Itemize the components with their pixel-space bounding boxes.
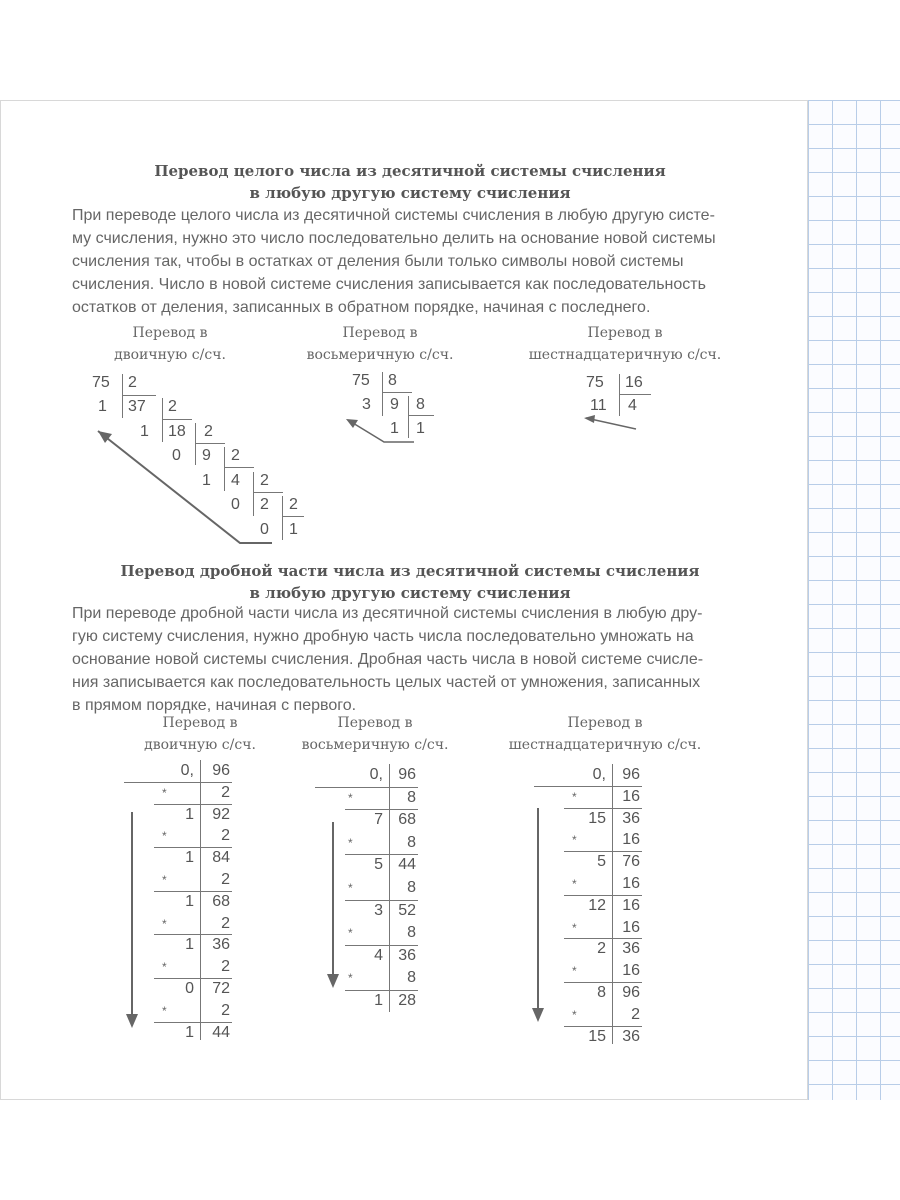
multiplier: 16 <box>622 787 640 805</box>
integer-part: 0 <box>185 980 194 997</box>
division-divisor: 2 <box>128 374 137 391</box>
table-divider <box>200 760 201 1040</box>
multiply-sign: * <box>162 1003 167 1018</box>
multiply-sign: * <box>162 960 167 975</box>
integer-part: 0, <box>369 766 383 783</box>
table-rule <box>564 851 642 852</box>
fraction-part: 28 <box>398 992 416 1009</box>
paragraph-line: остатков от деления, записанных в обратном порядке, начиная с последнего. <box>72 299 651 316</box>
division-divisor: 2 <box>204 423 213 440</box>
division-remainder: 11 <box>590 397 607 414</box>
caption-line: Перевод в <box>587 325 663 341</box>
multiply-sign: * <box>572 1007 577 1022</box>
caption-line: двоичную с/сч. <box>114 347 226 363</box>
table-rule <box>154 891 232 892</box>
table-rule <box>345 809 418 810</box>
integer-part: 1 <box>185 805 194 823</box>
multiply-sign: * <box>348 790 353 805</box>
multiply-sign: * <box>162 916 167 931</box>
division-remainder: 1 <box>289 521 298 538</box>
section2-title-line1: Перевод дробной части числа из десятичной системы счисления <box>120 562 700 580</box>
multiplier: 2 <box>221 827 230 845</box>
division-remainder: 0 <box>260 521 269 538</box>
integer-part: 5 <box>374 856 383 874</box>
integer-part: 0, <box>592 766 606 783</box>
integer-part: 8 <box>597 984 606 1001</box>
table-rule <box>564 1026 642 1027</box>
multiply-sign: * <box>572 920 577 935</box>
graph-paper-edge <box>808 100 900 1100</box>
integer-part: 4 <box>374 946 383 964</box>
fraction-part: 96 <box>622 766 640 783</box>
division-number: 9 <box>390 396 399 413</box>
table-rule <box>564 938 642 939</box>
multiplier: 2 <box>221 914 230 932</box>
fraction-part: 96 <box>212 762 230 779</box>
fraction-part: 44 <box>398 856 416 874</box>
multiplier: 8 <box>407 833 416 851</box>
caption-line: шестнадцатеричную с/сч. <box>528 347 722 363</box>
table-rule <box>345 854 418 855</box>
multiplier: 8 <box>407 969 416 987</box>
multiply-sign: * <box>162 785 167 800</box>
paragraph-line: основание новой системы счисления. Дробная часть числа в новой системе счисле- <box>72 651 704 668</box>
fraction-part: 44 <box>212 1023 230 1041</box>
caption-line: Перевод в <box>342 325 418 341</box>
multiplier: 2 <box>221 871 230 888</box>
fraction-part: 36 <box>398 946 416 964</box>
fraction-part: 92 <box>212 805 230 823</box>
multiplier: 2 <box>221 958 230 976</box>
multiplier: 16 <box>622 831 640 849</box>
table-rule <box>564 808 642 809</box>
caption-line: шестнадцатеричную с/сч. <box>508 737 702 753</box>
multiply-sign: * <box>348 971 353 986</box>
fraction-part: 68 <box>212 892 230 910</box>
paragraph-line: счисления. Число в новой системе счисления записывается как последовательность <box>72 276 706 293</box>
integer-part: 1 <box>374 992 383 1009</box>
caption-binary <box>110 712 290 756</box>
division-divisor: 2 <box>168 398 177 415</box>
division-number: 75 <box>586 374 604 391</box>
multiplier: 16 <box>622 875 640 892</box>
fraction-part: 36 <box>622 940 640 958</box>
fraction-part: 36 <box>622 809 640 827</box>
multiplier: 8 <box>407 924 416 942</box>
division-remainder: 1 <box>202 472 211 489</box>
table-rule <box>154 847 232 848</box>
division-number: 75 <box>352 372 370 389</box>
caption-line: Перевод в <box>337 715 413 731</box>
division-divisor: 2 <box>260 472 269 489</box>
table-rule <box>564 982 642 983</box>
fraction-part: 84 <box>212 849 230 867</box>
fraction-part: 36 <box>212 936 230 954</box>
table-rule <box>315 787 418 788</box>
division-divisor: 16 <box>625 374 643 391</box>
table-divider <box>389 764 390 1012</box>
caption-hex <box>510 322 740 366</box>
integer-part: 0, <box>180 762 194 779</box>
paragraph-line: ния записывается как последовательность целых частей от умножения, записанных <box>72 674 701 691</box>
multiply-sign: * <box>572 789 577 804</box>
section1-title-line2: в любую другую систему счисления <box>249 184 571 202</box>
fraction-part: 72 <box>212 980 230 997</box>
multiplier: 8 <box>407 788 416 806</box>
division-number: 4 <box>231 472 240 489</box>
caption-binary <box>80 322 260 366</box>
division-remainder: 1 <box>140 423 149 440</box>
fraction-part: 96 <box>398 766 416 783</box>
table-rule <box>154 804 232 805</box>
paragraph-line: При переводе дробной части числа из десятичной системы счисления в любую дру- <box>72 605 703 622</box>
division-remainder: 1 <box>98 398 107 415</box>
caption-line: Перевод в <box>567 715 643 731</box>
multiplier: 2 <box>221 783 230 801</box>
division-divisor: 2 <box>289 496 298 513</box>
multiply-sign: * <box>572 877 577 891</box>
caption-line: восьмеричную с/сч. <box>301 737 449 753</box>
multiply-sign: * <box>348 881 353 895</box>
table-rule <box>154 978 232 979</box>
caption-octal <box>280 712 470 756</box>
multiply-sign: * <box>162 829 167 844</box>
division-number: 37 <box>128 398 146 415</box>
multiplier: 16 <box>622 918 640 936</box>
integer-part: 5 <box>597 853 606 871</box>
paragraph-line: гую систему счисления, нужно дробную часть числа последовательно умножать на <box>72 628 694 645</box>
integer-part: 1 <box>185 849 194 867</box>
division-remainder: 4 <box>628 397 637 414</box>
table-rule <box>154 1022 232 1023</box>
table-rule <box>534 786 642 787</box>
integer-part: 1 <box>185 892 194 910</box>
section1-title <box>60 160 760 204</box>
division-number: 75 <box>92 374 110 391</box>
paragraph-line: в прямом порядке, начиная с первого. <box>72 697 357 714</box>
division-remainder: 3 <box>362 396 371 413</box>
division-divisor: 8 <box>416 396 425 413</box>
section2-title <box>60 560 760 604</box>
multiplier: 2 <box>631 1005 640 1023</box>
caption-octal <box>290 322 470 366</box>
integer-part: 15 <box>588 809 606 827</box>
multiply-sign: * <box>348 835 353 850</box>
integer-part: 2 <box>597 940 606 958</box>
fraction-part: 68 <box>398 811 416 829</box>
caption-line: Перевод в <box>132 325 208 341</box>
table-rule <box>154 934 232 935</box>
multiply-sign: * <box>348 926 353 941</box>
table-rule <box>345 945 418 946</box>
integer-part: 1 <box>185 936 194 954</box>
division-number: 2 <box>260 496 269 513</box>
multiplier: 16 <box>622 962 640 980</box>
caption-line: двоичную с/сч. <box>144 737 256 753</box>
paragraph-line: му счисления, нужно это число последовательно делить на основание новой системы <box>72 230 716 247</box>
division-remainder: 1 <box>416 420 425 437</box>
integer-part: 3 <box>374 901 383 919</box>
table-rule <box>345 990 418 991</box>
table-rule <box>345 900 418 901</box>
division-number: 18 <box>168 423 186 440</box>
division-divisor: 8 <box>388 372 397 389</box>
fraction-part: 96 <box>622 984 640 1001</box>
section1-title-line1: Перевод целого числа из десятичной системы счисления <box>154 162 666 180</box>
table-divider <box>612 764 613 1044</box>
table-rule <box>124 782 232 783</box>
fraction-part: 36 <box>622 1027 640 1045</box>
paragraph-line: При переводе целого числа из десятичной системы счисления в любую другую систе- <box>72 207 715 224</box>
multiplier: 8 <box>407 879 416 896</box>
integer-part: 1 <box>185 1023 194 1041</box>
division-remainder: 1 <box>390 420 399 437</box>
section1-paragraph <box>72 204 762 319</box>
paragraph-line: счисления так, чтобы в остатках от деления были только символы новой системы <box>72 253 684 270</box>
section2-title-line2: в любую другую систему счисления <box>249 584 571 602</box>
integer-part: 12 <box>588 896 606 914</box>
caption-hex <box>490 712 720 756</box>
caption-line: Перевод в <box>162 715 238 731</box>
multiply-sign: * <box>162 873 167 887</box>
integer-part: 15 <box>588 1027 606 1045</box>
division-divisor: 2 <box>231 447 240 464</box>
multiply-sign: * <box>572 964 577 979</box>
integer-part: 7 <box>374 811 383 829</box>
division-remainder: 0 <box>231 496 240 513</box>
division-remainder: 0 <box>172 447 181 464</box>
fraction-part: 76 <box>622 853 640 871</box>
table-rule <box>564 895 642 896</box>
fraction-part: 52 <box>398 901 416 919</box>
caption-line: восьмеричную с/сч. <box>306 347 454 363</box>
multiply-sign: * <box>572 833 577 848</box>
multiplier: 2 <box>221 1001 230 1019</box>
division-number: 9 <box>202 447 211 464</box>
fraction-part: 16 <box>622 896 640 914</box>
section2-paragraph <box>72 602 762 717</box>
